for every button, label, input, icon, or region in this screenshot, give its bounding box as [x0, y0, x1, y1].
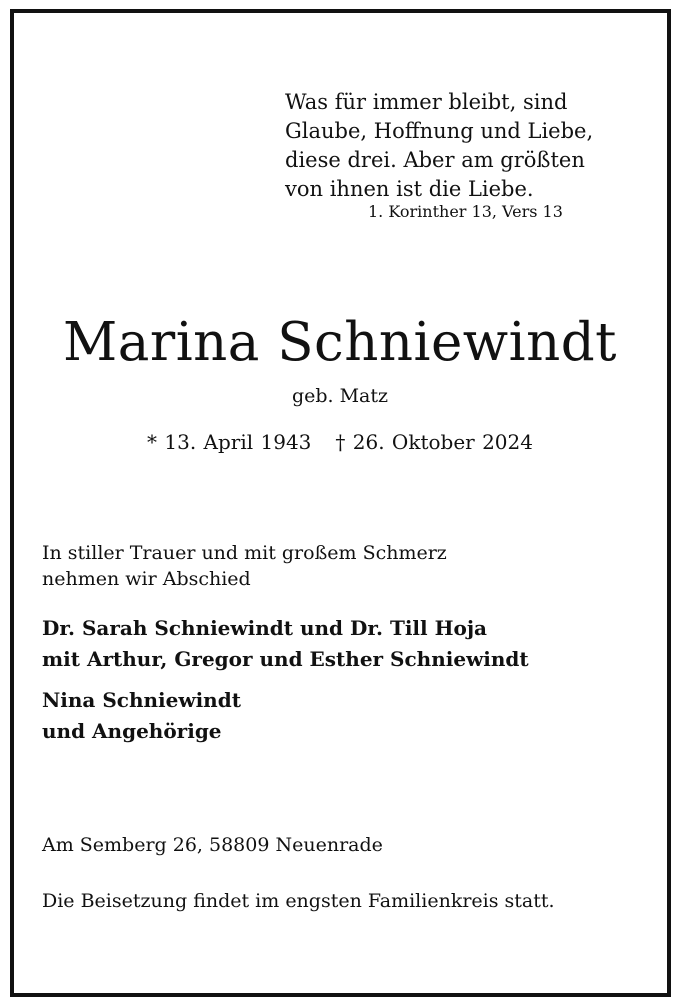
verse-line: Was für immer bleibt, sind [285, 90, 568, 114]
death-date: † 26. Oktober 2024 [335, 430, 533, 454]
burial-note: Die Beisetzung findet im engsten Familienkreis statt. [42, 890, 555, 912]
mourning-address: Am Semberg 26, 58809 Neuenrade [42, 834, 383, 856]
life-dates [0, 428, 680, 456]
birth-name: geb. Matz [291, 385, 389, 407]
verse-line: diese drei. Aber am größten [285, 148, 585, 172]
birth-date: * 13. April 1943 [147, 430, 312, 454]
mourner-line: Dr. Sarah Schniewindt und Dr. Till Hoja [42, 616, 488, 640]
mourner-line: mit Arthur, Gregor und Esther Schniewindt [42, 647, 529, 671]
verse-reference: 1. Korinther 13, Vers 13 [368, 202, 563, 221]
deceased-name: Marina Schniewindt [63, 312, 617, 373]
bible-verse [285, 88, 593, 204]
mourner-line: und Angehörige [42, 719, 222, 743]
mourners-group-1 [42, 613, 529, 675]
intro-line: In stiller Trauer und mit großem Schmerz [42, 542, 447, 564]
verse-line: von ihnen ist die Liebe. [285, 177, 534, 201]
mourner-line: Nina Schniewindt [42, 688, 241, 712]
intro-line: nehmen wir Abschied [42, 568, 251, 590]
verse-line: Glaube, Hoffnung und Liebe, [285, 119, 594, 143]
mourners-group-2 [42, 685, 241, 747]
mourning-intro [42, 540, 447, 592]
